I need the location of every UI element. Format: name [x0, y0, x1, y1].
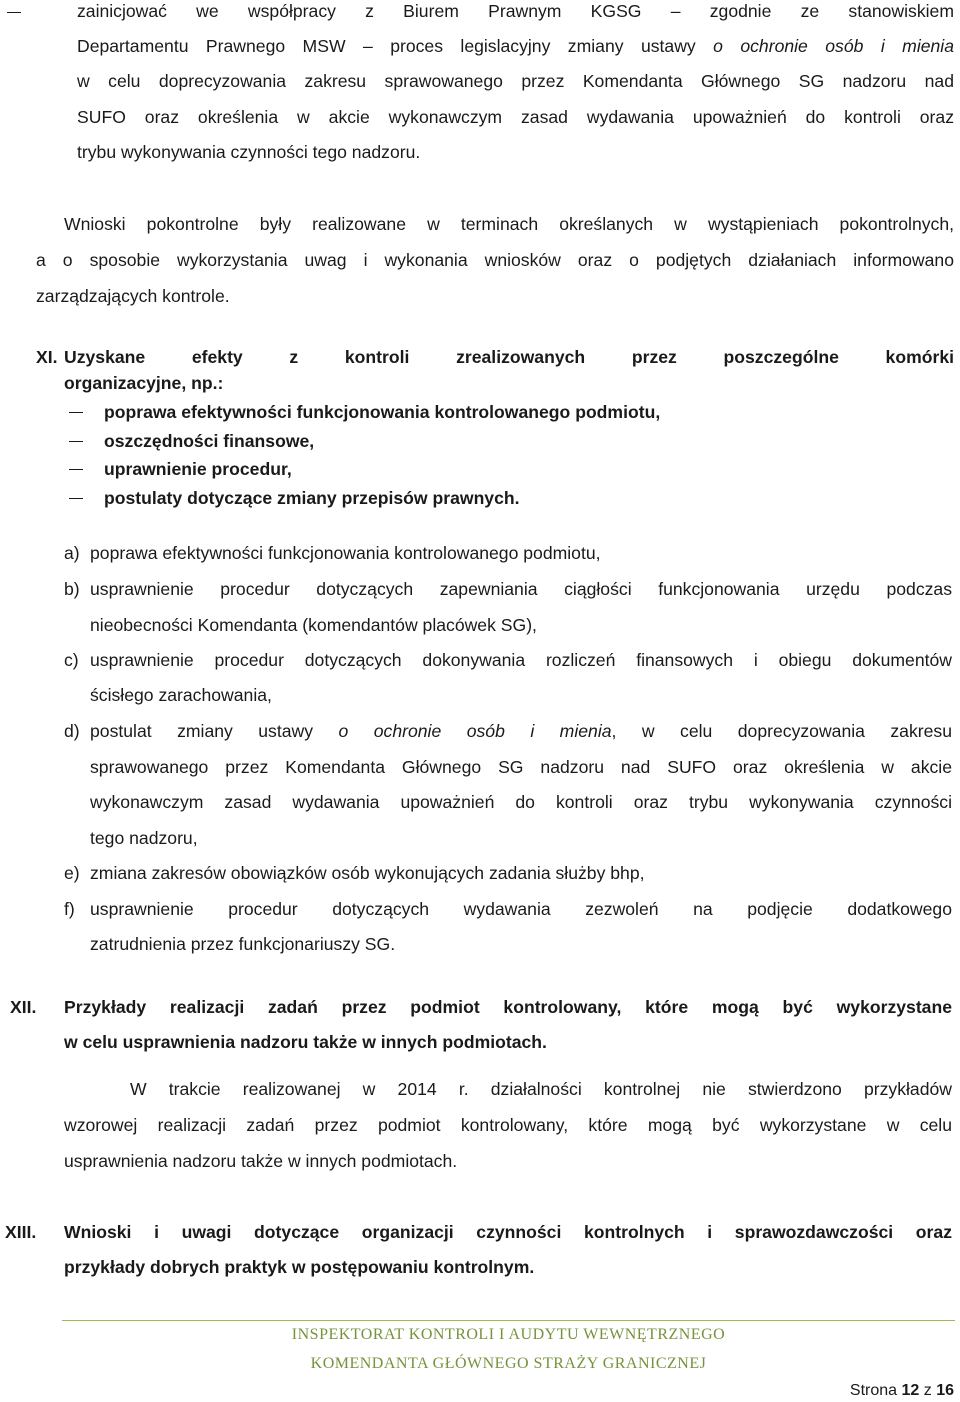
section-xiii-heading-line-1: Wnioski i uwagi dotyczące organizacji czynności kontrolnych i sprawozdawczości oraz [64, 1222, 952, 1242]
item-f-line-1: usprawnienie procedur dotyczących wydawania zezwoleń na podjęcie dodatkowego [90, 899, 952, 919]
page-total: 16 [936, 1382, 954, 1399]
item-d-line-1 [90, 720, 952, 742]
page-number [850, 1382, 954, 1400]
intro-bullet-line-5: trybu wykonywania czynności tego nadzoru. [77, 142, 421, 162]
intro-bullet-line-4: SUFO oraz określenia w akcie wykonawczym zasad wydawania upoważnień do kontroli oraz [77, 107, 954, 127]
footer-rule [62, 1320, 955, 1321]
bullet-dash [69, 469, 83, 470]
item-d-line-1-b: , w celu doprecyzowania zakresu [611, 721, 952, 741]
item-d-line-4: tego nadzoru, [90, 828, 198, 848]
wnioski-line-2: a o sposobie wykorzystania uwag i wykonania wniosków oraz o podjętych działaniach informowano [36, 250, 954, 270]
item-f-line-2: zatrudnienia przez funkcjonariuszy SG. [90, 934, 396, 954]
section-xiii-heading-line-2: przykłady dobrych praktyk w postępowaniu kontrolnym. [64, 1257, 535, 1277]
footer-line-1: INSPEKTORAT KONTROLI I AUDYTU WEWNĘTRZNEGO [291, 1326, 726, 1343]
item-label: b) [64, 579, 80, 599]
section-xii-body-line-3: usprawnienia nadzoru także w innych podmiotach. [64, 1151, 458, 1171]
bullet-dash [69, 498, 83, 499]
item-d-line-3: wykonawczym zasad wydawania upoważnień do kontroli oraz trybu wykonywania czynności [90, 792, 952, 812]
item-label: e) [64, 863, 80, 883]
section-xii-body-line-2: wzorowej realizacji zadań przez podmiot kontrolowany, które mogą być wykorzystane w celu [64, 1115, 952, 1135]
section-xiii-number: XIII. [5, 1222, 37, 1242]
item-c-line-1: usprawnienie procedur dotyczących dokonywania rozliczeń finansowych i obiegu dokumentów [90, 650, 952, 670]
section-xii-body-line-1: W trakcie realizowanej w 2014 r. działalności kontrolnej nie stwierdzono przykładów [130, 1079, 952, 1099]
intro-bullet-line-1: zainicjować we współpracy z Biurem Prawnym KGSG – zgodnie ze stanowiskiem [77, 1, 954, 21]
bullet-dash [69, 412, 83, 413]
section-xi-bullet: poprawa efektywności funkcjonowania kontrolowanego podmiotu, [104, 402, 661, 422]
page-sep: z [923, 1382, 932, 1399]
intro-bullet-line-3: w celu doprecyzowania zakresu sprawowanego przez Komendanta Głównego SG nadzoru nad [77, 71, 954, 91]
intro-bullet-line-2 [77, 35, 954, 57]
section-xii-heading-line-2: w celu usprawnienia nadzoru także w innych podmiotach. [64, 1032, 547, 1052]
item-label: f) [64, 899, 75, 919]
item-e-line-1: zmiana zakresów obowiązków osób wykonujących zadania służby bhp, [90, 863, 645, 883]
bullet-dash [7, 12, 21, 13]
section-xii-heading-line-1: Przykłady realizacji zadań przez podmiot kontrolowany, które mogą być wykorzystane [64, 997, 952, 1017]
item-label: d) [64, 721, 80, 741]
page-prefix: Strona [849, 1382, 898, 1399]
wnioski-line-1: Wnioski pokontrolne były realizowane w terminach określanych w wystąpieniach pokontrolnych, [64, 214, 954, 234]
item-c-line-2: ścisłego zarachowania, [90, 685, 272, 705]
item-d-line-1-a: postulat zmiany ustawy [90, 721, 339, 741]
item-label: a) [64, 543, 80, 563]
item-label: c) [64, 650, 79, 670]
section-xii-number: XII. [10, 997, 37, 1017]
wnioski-line-3: zarządzających kontrole. [36, 286, 230, 306]
section-xi-bullet: uprawnienie procedur, [104, 459, 292, 479]
footer-line-2: KOMENDANTA GŁÓWNEGO STRAŻY GRANICZNEJ [310, 1355, 707, 1372]
bullet-dash [69, 441, 83, 442]
section-xi-bullet: oszczędności finansowe, [104, 431, 315, 451]
section-xi-number: XI. [36, 347, 58, 367]
section-xi-bullet: postulaty dotyczące zmiany przepisów prawnych. [104, 488, 520, 508]
intro-bullet-italic: o ochronie osób i mienia [713, 36, 954, 56]
page-current: 12 [901, 1382, 920, 1399]
item-b-line-1: usprawnienie procedur dotyczących zapewniania ciągłości funkcjonowania urzędu podczas [90, 579, 952, 599]
section-xi-heading-line-2: organizacyjne, np.: [64, 373, 224, 393]
item-b-line-2: nieobecności Komendanta (komendantów placówek SG), [90, 615, 537, 635]
intro-bullet-line-2-a: Departamentu Prawnego MSW – proces legislacyjny zmiany ustawy [77, 36, 714, 56]
item-a-line-1: poprawa efektywności funkcjonowania kontrolowanego podmiotu, [90, 543, 601, 563]
item-d-italic: o ochronie osób i mienia [338, 721, 612, 741]
item-d-line-2: sprawowanego przez Komendanta Głównego SG nadzoru nad SUFO oraz określenia w akcie [90, 757, 952, 777]
section-xi-heading-line-1: Uzyskane efekty z kontroli zrealizowanych przez poszczególne komórki [64, 347, 954, 367]
